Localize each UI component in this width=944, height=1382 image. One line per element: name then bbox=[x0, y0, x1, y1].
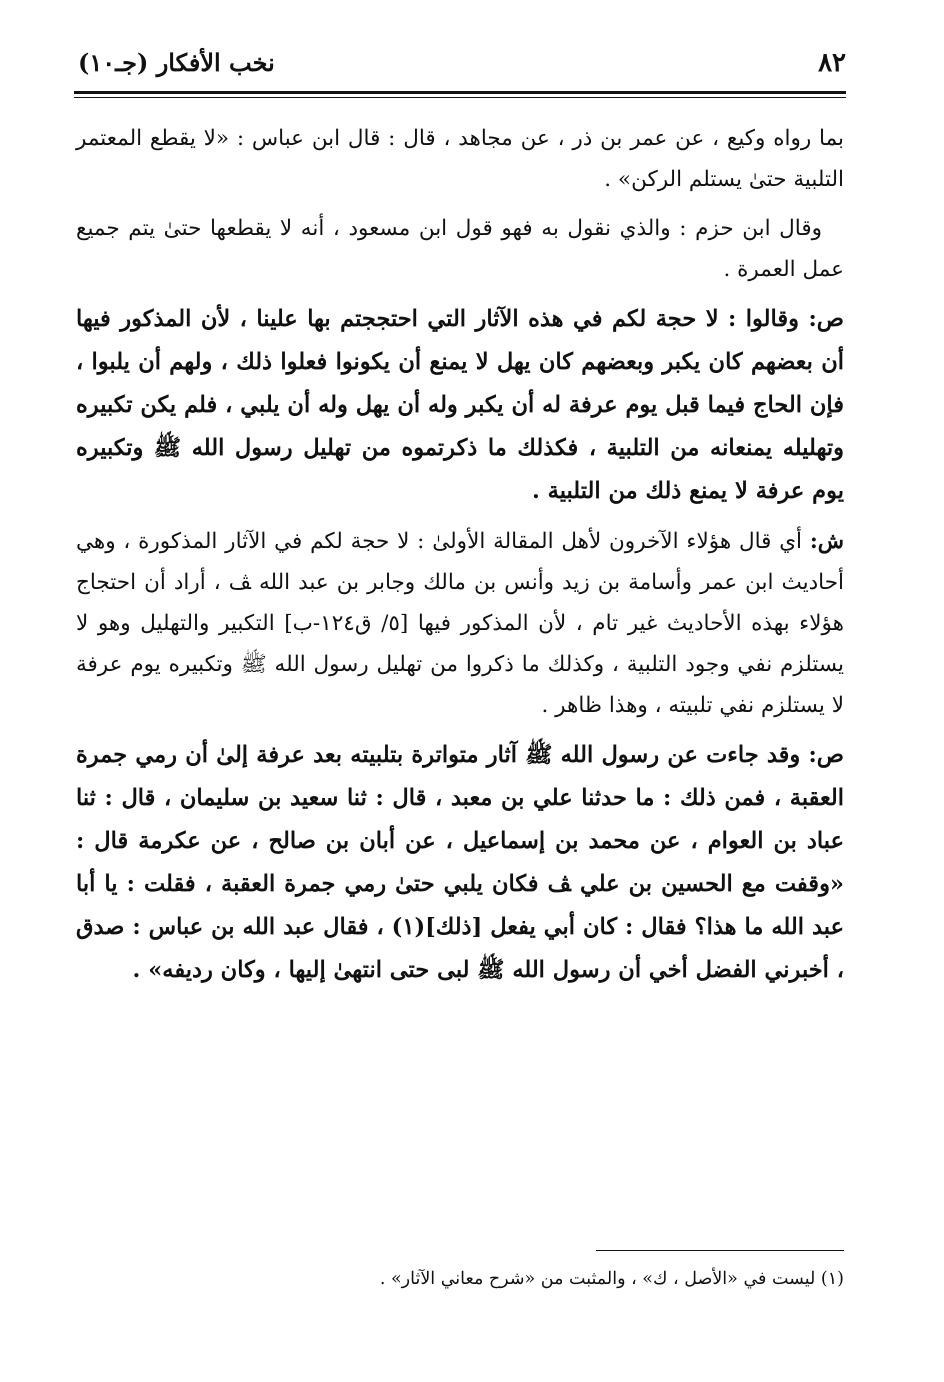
header-rule bbox=[74, 91, 846, 94]
paragraph-4 bbox=[76, 521, 844, 726]
page-number: ٨٢ bbox=[818, 48, 846, 78]
paragraph-text: أي قال هؤلاء الآخرون لأهل المقالة الأولىٰ : لا حجة لكم في الآثار المذكورة ، وهي أحاديث ابن عمر وأسامة بن زيد وأنس بن مالك وجابر بن عبد الله ﭫ ، أراد أن احتجاج هؤلاء بهذه الأحاديث غير تام ، لأن المذكور فيها [٥/ ق١٢٤-ب] التكبير والتهليل وهو لا يستلزم نفي وجود التلبية ، وكذلك ما ذكروا من تهليل رسول الله ﷺ وتكبيره يوم عرفة لا يستلزم نفي تلبيته ، وهذا ظاهر . bbox=[76, 529, 844, 718]
paragraph-2 bbox=[76, 208, 844, 290]
paragraph-3 bbox=[76, 298, 844, 513]
paragraph-5 bbox=[76, 734, 844, 992]
page-header bbox=[78, 42, 846, 92]
header-rule-thin bbox=[74, 97, 846, 98]
paragraph-text: بما رواه وكيع ، عن عمر بن ذر ، عن مجاهد ، قال : قال ابن عباس : «لا يقطع المعتمر التلبية حتىٰ يستلم الركن» . bbox=[76, 126, 844, 192]
paragraph-1 bbox=[76, 118, 844, 200]
paragraph-text: وقد جاءت عن رسول الله ﷺ آثار متواترة بتلبيته بعد عرفة إلىٰ أن رمي جمرة العقبة ، فمن ذلك : ما حدثنا علي بن معبد ، قال : ثنا سعيد بن سليمان ، قال : ثنا عباد بن العوام ، عن محمد بن إسماعيل ، عن أبان بن صالح ، عن عكرمة قال : «وقفت مع الحسين بن علي ﭫ فكان يلبي حتىٰ رمي جمرة العقبة ، فقلت : يا أبا عبد الله ما هذا؟ فقال : كان أبي يفعل [ذلك](١) ، فقال عبد الله بن عباس : صدق ، أخبرني الفضل أخي أن رسول الله ﷺ لبى حتى انتهىٰ إليها ، وكان رديفه» . bbox=[76, 742, 844, 983]
paragraph-text: وقال ابن حزم : والذي نقول به فهو قول ابن مسعود ، أنه لا يقطعها حتىٰ يتم جميع عمل العمرة . bbox=[76, 216, 844, 282]
main-text bbox=[76, 118, 844, 1000]
section-marker: ش: bbox=[809, 529, 844, 554]
section-marker: ص: bbox=[808, 742, 844, 768]
section-marker: ص: bbox=[808, 306, 844, 332]
footnote: (١) ليست في «الأصل ، ك» ، والمثبت من «شرح معاني الآثار» . bbox=[379, 1269, 844, 1289]
running-title: نخب الأفكار (جـ١٠) bbox=[78, 48, 275, 77]
footnote-separator bbox=[596, 1250, 844, 1251]
paragraph-text: وقالوا : لا حجة لكم في هذه الآثار التي احتججتم بها علينا ، لأن المذكور فيها أن بعضهم كان يكبر وبعضهم كان يهل لا يمنع أن يكونوا فعلوا ذلك ، ولهم أن يلبوا ، فإن الحاج فيما قبل يوم عرفة له أن يكبر وله أن يهل وله أن يلبي ، فلم يكن تكبيره وتهليله يمنعانه من التلبية ، فكذلك ما ذكرتموه من تهليل رسول الله ﷺ وتكبيره يوم عرفة لا يمنع ذلك من التلبية . bbox=[76, 306, 844, 504]
